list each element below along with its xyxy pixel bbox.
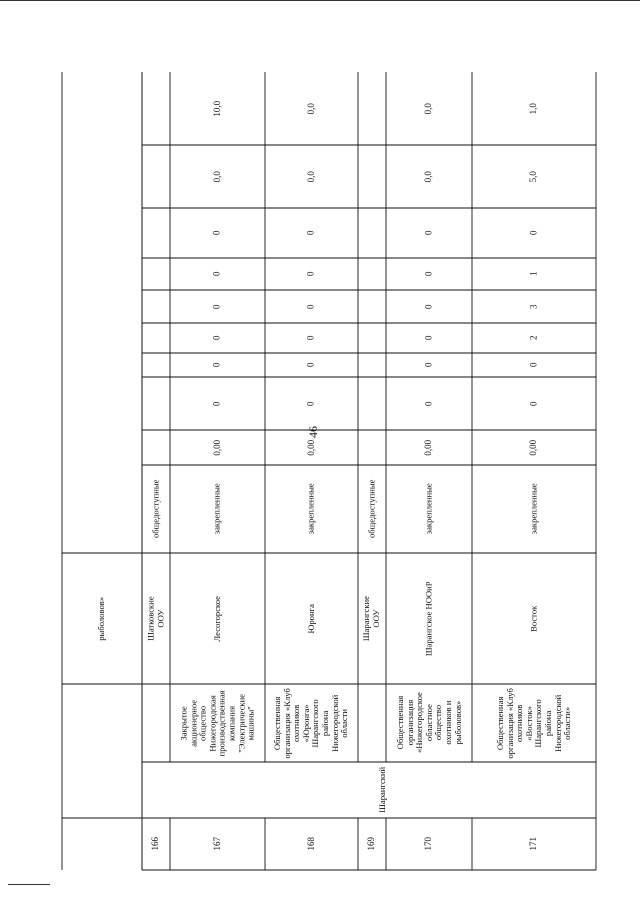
row-170-c1-text: 0,00: [423, 439, 434, 456]
row-168-c8: [265, 145, 358, 208]
row-167-c5-text: 0: [211, 304, 222, 309]
row-171-category: [472, 465, 596, 553]
row-168-c7-text: 0: [305, 230, 316, 236]
row-166-area-text: Шатковские ООУ: [145, 596, 165, 641]
row-168-c1-text: 0,00: [305, 439, 316, 456]
row-170-area-text: Шарангское НООиР: [423, 581, 434, 656]
row-171-c8-text: 5,0: [528, 170, 539, 183]
row-168-area: [265, 553, 358, 684]
row-170-no-text: 170: [423, 837, 434, 851]
row-167-c1-text: 0,00: [211, 439, 222, 456]
row-171-no: [472, 818, 596, 870]
row-170-c3: [386, 353, 472, 377]
row-166-area: [142, 553, 170, 684]
row-168-c9: [265, 72, 358, 145]
row-168-no-text: 168: [305, 837, 316, 851]
row-169-no: [358, 818, 386, 870]
row-169-area-text: Шарангские ООУ: [361, 595, 381, 642]
hunting-grounds-table: [62, 72, 596, 870]
row-168-c6-text: 0: [305, 271, 316, 277]
row-168-c7: [265, 208, 358, 258]
row-167-c5: [170, 290, 265, 323]
row-167-c4-text: 0: [211, 335, 222, 341]
row-171-c3-text: 0: [528, 362, 539, 368]
row-167-c9: [170, 72, 265, 145]
row-170-category-text: закрепленные: [423, 483, 434, 535]
row-167-organization-text: Закрытое акционерное общество Нижегородская производственная компания "Электрические машины": [178, 690, 256, 756]
row-168-c2-text: 0: [305, 401, 316, 406]
row-171-category-text: закрепленные: [528, 483, 539, 535]
row-168-c5: [265, 290, 358, 323]
row-171-c4: [472, 323, 596, 353]
row-168-category: [265, 465, 358, 553]
row-171-c4-text: 2: [528, 335, 539, 341]
row-167-area-text: Лесогорское: [211, 595, 222, 642]
row-171-c9: [472, 72, 596, 145]
row-167-category: [170, 465, 265, 553]
row-167-c9-text: 10,0: [211, 100, 222, 117]
row-167-c3: [170, 353, 265, 377]
district-cell: [170, 762, 596, 818]
row-171-c8: [472, 145, 596, 208]
row-167-c6: [170, 258, 265, 290]
row-170-c6-text: 0: [423, 271, 434, 277]
row-167-c3-text: 0: [211, 362, 222, 368]
row-171-c6-text: 1: [528, 271, 539, 277]
row-167-organization: [170, 684, 265, 762]
row-171-c7-text: 0: [528, 230, 539, 236]
header-fragment: [62, 553, 142, 684]
district-cell-text: Шарангский: [377, 767, 388, 813]
row-170-c2: [386, 377, 472, 430]
row-171-c5: [472, 290, 596, 323]
row-167-no: [170, 818, 265, 870]
row-168-no: [265, 818, 358, 870]
row-170-c4: [386, 323, 472, 353]
row-168-c4: [265, 323, 358, 353]
row-170-c8: [386, 145, 472, 208]
row-171-c3: [472, 353, 596, 377]
row-168-c2: [265, 377, 358, 430]
row-170-c5: [386, 290, 472, 323]
row-168-c8-text: 0,0: [305, 170, 316, 183]
scan-edge-line: [0, 0, 640, 1]
row-167-no-text: 167: [211, 837, 222, 851]
row-168-category-text: закрепленные: [305, 483, 316, 535]
row-168-organization-text: Общественная организация «Клуб охотников «Юронга» Шарангского района Нижегородской области: [272, 687, 350, 759]
row-171-c2: [472, 377, 596, 430]
row-170-c6: [386, 258, 472, 290]
row-167-c6-text: 0: [211, 271, 222, 277]
row-167-c2-text: 0: [211, 401, 222, 406]
row-170-c3-text: 0: [423, 362, 434, 368]
row-170-c8-text: 0,0: [423, 170, 434, 183]
row-170-c2-text: 0: [423, 401, 434, 406]
row-169-category: [358, 465, 386, 553]
row-166-no-text: 166: [150, 837, 161, 851]
row-171-c2-text: 0: [528, 401, 539, 406]
row-166-no: [142, 818, 170, 870]
row-171-organization: [472, 684, 596, 762]
row-168-c3: [265, 353, 358, 377]
page-number: 46: [306, 426, 320, 438]
row-171-c9-text: 1,0: [528, 102, 539, 115]
row-171-c1: [472, 430, 596, 465]
row-171-organization-text: Общественная организация «Клуб охотников «Восток» Шарангского района Нижегородской области»: [494, 687, 572, 759]
row-168-area-text: Юронга: [305, 603, 316, 634]
scan-edge-line: [8, 884, 50, 885]
row-168-c3-text: 0: [305, 362, 316, 368]
row-167-c8: [170, 145, 265, 208]
row-167-c7-text: 0: [211, 230, 222, 236]
row-167-c8-text: 0,0: [211, 170, 222, 183]
row-170-no: [386, 818, 472, 870]
row-167-c7: [170, 208, 265, 258]
row-168-c9-text: 0,0: [305, 102, 316, 115]
row-170-c9-text: 0,0: [423, 102, 434, 115]
row-168-c1: [265, 430, 358, 465]
row-170-c4-text: 0: [423, 335, 434, 341]
row-167-c1: [170, 430, 265, 465]
row-167-area: [170, 553, 265, 684]
row-171-c7: [472, 208, 596, 258]
row-169-area: [358, 553, 386, 684]
row-170-organization-text: Общественная организация «Нижегородское областное общество охотников и рыболовов»: [394, 692, 462, 754]
row-167-c2: [170, 377, 265, 430]
row-168-c5-text: 0: [305, 304, 316, 309]
row-170-c1: [386, 430, 472, 465]
row-171-area-text: Восток: [528, 605, 539, 632]
row-169-no-text: 169: [366, 837, 377, 851]
row-167-category-text: закрепленные: [211, 483, 222, 535]
row-166-category-text: общедоступные: [150, 479, 161, 539]
row-170-c9: [386, 72, 472, 145]
row-170-c7-text: 0: [423, 230, 434, 236]
row-171-area: [472, 553, 596, 684]
row-170-area: [386, 553, 472, 684]
row-168-c6: [265, 258, 358, 290]
row-171-no-text: 171: [528, 837, 539, 851]
row-167-c4: [170, 323, 265, 353]
row-170-organization: [386, 684, 472, 762]
row-171-c5-text: 3: [528, 304, 539, 309]
row-171-c1-text: 0,00: [528, 439, 539, 456]
row-169-category-text: общедоступные: [366, 479, 377, 539]
row-168-organization: [265, 684, 358, 762]
row-170-c7: [386, 208, 472, 258]
row-168-c4-text: 0: [305, 335, 316, 341]
row-166-category: [142, 465, 170, 553]
row-170-category: [386, 465, 472, 553]
header-fragment-text: рыболовов»: [96, 596, 107, 641]
row-171-c6: [472, 258, 596, 290]
row-170-c5-text: 0: [423, 304, 434, 309]
